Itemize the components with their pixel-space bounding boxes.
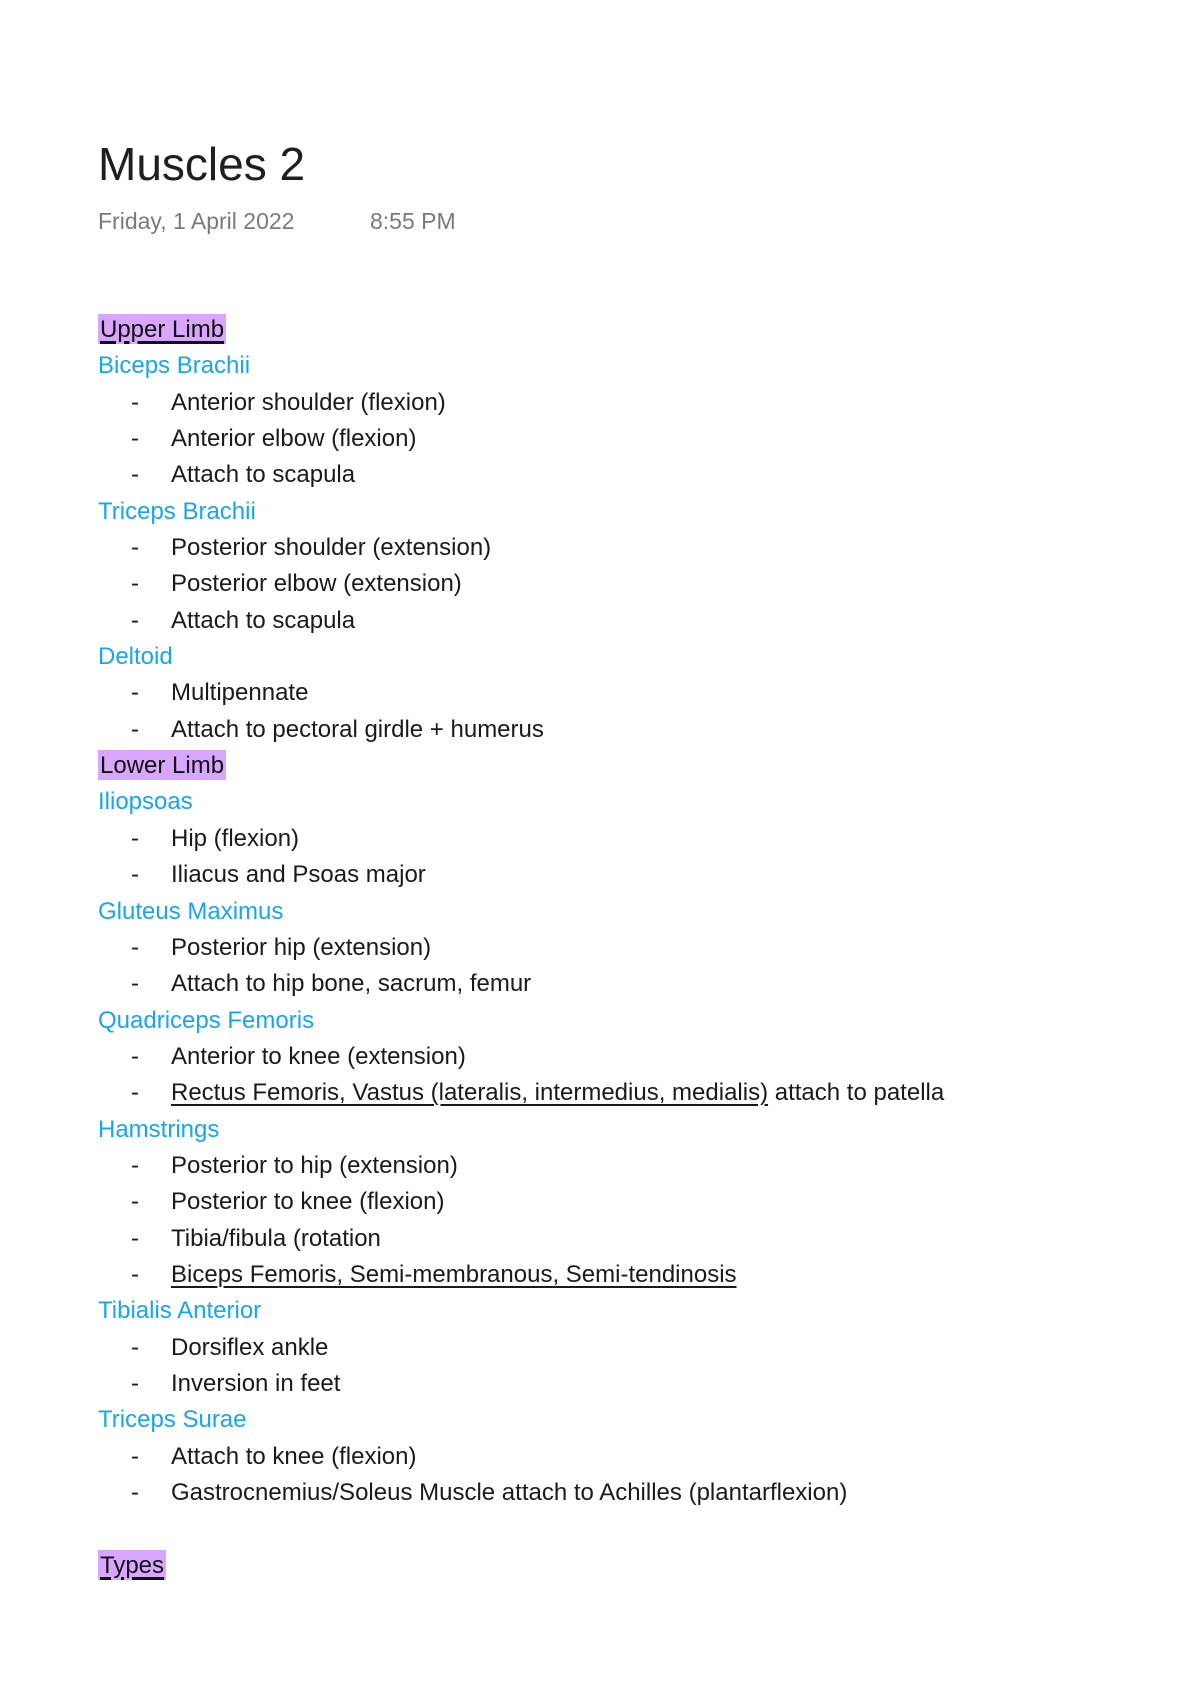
section-heading	[98, 1548, 1178, 1584]
bullet-item	[98, 966, 1178, 1002]
bullet-text-suffix: attach to patella	[768, 1079, 945, 1107]
section-heading-label: Lower Limb	[100, 752, 225, 780]
muscle-heading: Biceps Brachii	[98, 352, 251, 380]
bullet-text: Attach to pectoral girdle + humerus	[171, 715, 544, 743]
bullet-dash: -	[131, 824, 139, 852]
bullet-item	[98, 1039, 1178, 1075]
bullet-text: Dorsiflex ankle	[171, 1333, 329, 1361]
bullet-item	[98, 421, 1178, 457]
section-heading	[98, 748, 1178, 784]
bullet-item	[98, 821, 1178, 857]
bullet-text: Attach to knee (flexion)	[171, 1442, 417, 1470]
bullet-dash: -	[131, 534, 139, 562]
bullet-text: Attach to scapula	[171, 461, 356, 489]
muscle-heading: Triceps Brachii	[98, 497, 256, 525]
bullet-item	[98, 1366, 1178, 1402]
section-heading	[98, 312, 1178, 348]
bullet-item	[98, 930, 1178, 966]
bullet-text: Inversion in feet	[171, 1369, 341, 1397]
bullet-text: Hip (flexion)	[171, 824, 300, 852]
bullet-dash: -	[131, 606, 139, 634]
bullet-item	[98, 1475, 1178, 1511]
muscle-heading: Tibialis Anterior	[98, 1297, 262, 1325]
bullet-item	[98, 1330, 1178, 1366]
muscle-heading: Deltoid	[98, 643, 173, 671]
bullet-item	[98, 385, 1178, 421]
bullet-text: Multipennate	[171, 679, 309, 707]
bullet-item	[98, 1075, 1178, 1111]
bullet-dash: -	[131, 1151, 139, 1179]
bullet-dash: -	[131, 461, 139, 489]
note-metadata	[98, 205, 456, 237]
bullet-text: Posterior to knee (flexion)	[171, 1188, 445, 1216]
bullet-dash: -	[131, 1042, 139, 1070]
blank-line	[98, 1511, 1178, 1547]
bullet-dash: -	[131, 1188, 139, 1216]
bullet-item	[98, 530, 1178, 566]
bullet-text: Anterior elbow (flexion)	[171, 425, 417, 453]
bullet-dash: -	[131, 1442, 139, 1470]
bullet-text: Rectus Femoris, Vastus (lateralis, intermedius, medialis)	[171, 1079, 769, 1107]
bullet-dash: -	[131, 1479, 139, 1506]
bullet-dash: -	[131, 861, 139, 889]
bullet-text: Posterior elbow (extension)	[171, 570, 462, 598]
bullet-text: Iliacus and Psoas major	[171, 861, 426, 889]
muscle-heading: Hamstrings	[98, 1115, 220, 1143]
bullet-dash: -	[131, 570, 139, 598]
bullet-item	[98, 1439, 1178, 1475]
bullet-dash: -	[131, 425, 139, 453]
bullet-text: Tibia/fibula (rotation	[171, 1224, 381, 1252]
bullet-dash: -	[131, 970, 139, 998]
bullet-item	[98, 675, 1178, 711]
bullet-dash: -	[131, 1260, 139, 1288]
bullet-dash: -	[131, 933, 139, 961]
bullet-text: Attach to hip bone, sacrum, femur	[171, 970, 532, 998]
bullet-text: Biceps Femoris, Semi-membranous, Semi-tendinosis	[171, 1260, 737, 1288]
page-title: Muscles 2	[98, 138, 306, 190]
bullet-item	[98, 1257, 1178, 1293]
muscle-heading: Quadriceps Femoris	[98, 1006, 315, 1034]
bullet-item	[98, 566, 1178, 602]
bullet-text: Posterior hip (extension)	[171, 933, 432, 961]
bullet-dash: -	[131, 1369, 139, 1397]
bullet-text: Gastrocnemius/Soleus Muscle attach to Achilles (plantarflexion)	[171, 1479, 848, 1506]
bullet-text: Anterior shoulder (flexion)	[171, 388, 446, 416]
bullet-item	[98, 1184, 1178, 1220]
bullet-item	[98, 457, 1178, 493]
bullet-text: Posterior to hip (extension)	[171, 1151, 458, 1179]
muscle-heading: Iliopsoas	[98, 788, 193, 816]
bullet-dash: -	[131, 1224, 139, 1252]
bullet-item	[98, 857, 1178, 893]
muscle-heading: Gluteus Maximus	[98, 897, 284, 925]
bullet-dash: -	[131, 1079, 139, 1107]
bullet-dash: -	[131, 1333, 139, 1361]
bullet-item	[98, 1148, 1178, 1184]
bullet-item	[98, 1221, 1178, 1257]
bullet-item	[98, 603, 1178, 639]
bullet-dash: -	[131, 388, 139, 416]
note-body	[98, 312, 1178, 1584]
note-time: 8:55 PM	[370, 208, 456, 234]
section-heading-label: Types	[100, 1551, 165, 1579]
bullet-text: Posterior shoulder (extension)	[171, 534, 492, 562]
bullet-item	[98, 712, 1178, 748]
section-heading-label: Upper Limb	[100, 316, 225, 343]
bullet-dash: -	[131, 679, 139, 707]
bullet-text: Attach to scapula	[171, 606, 356, 634]
bullet-dash: -	[131, 715, 139, 743]
muscle-heading: Triceps Surae	[98, 1406, 247, 1434]
note-date: Friday, 1 April 2022	[98, 208, 295, 234]
bullet-text: Anterior to knee (extension)	[171, 1042, 466, 1070]
